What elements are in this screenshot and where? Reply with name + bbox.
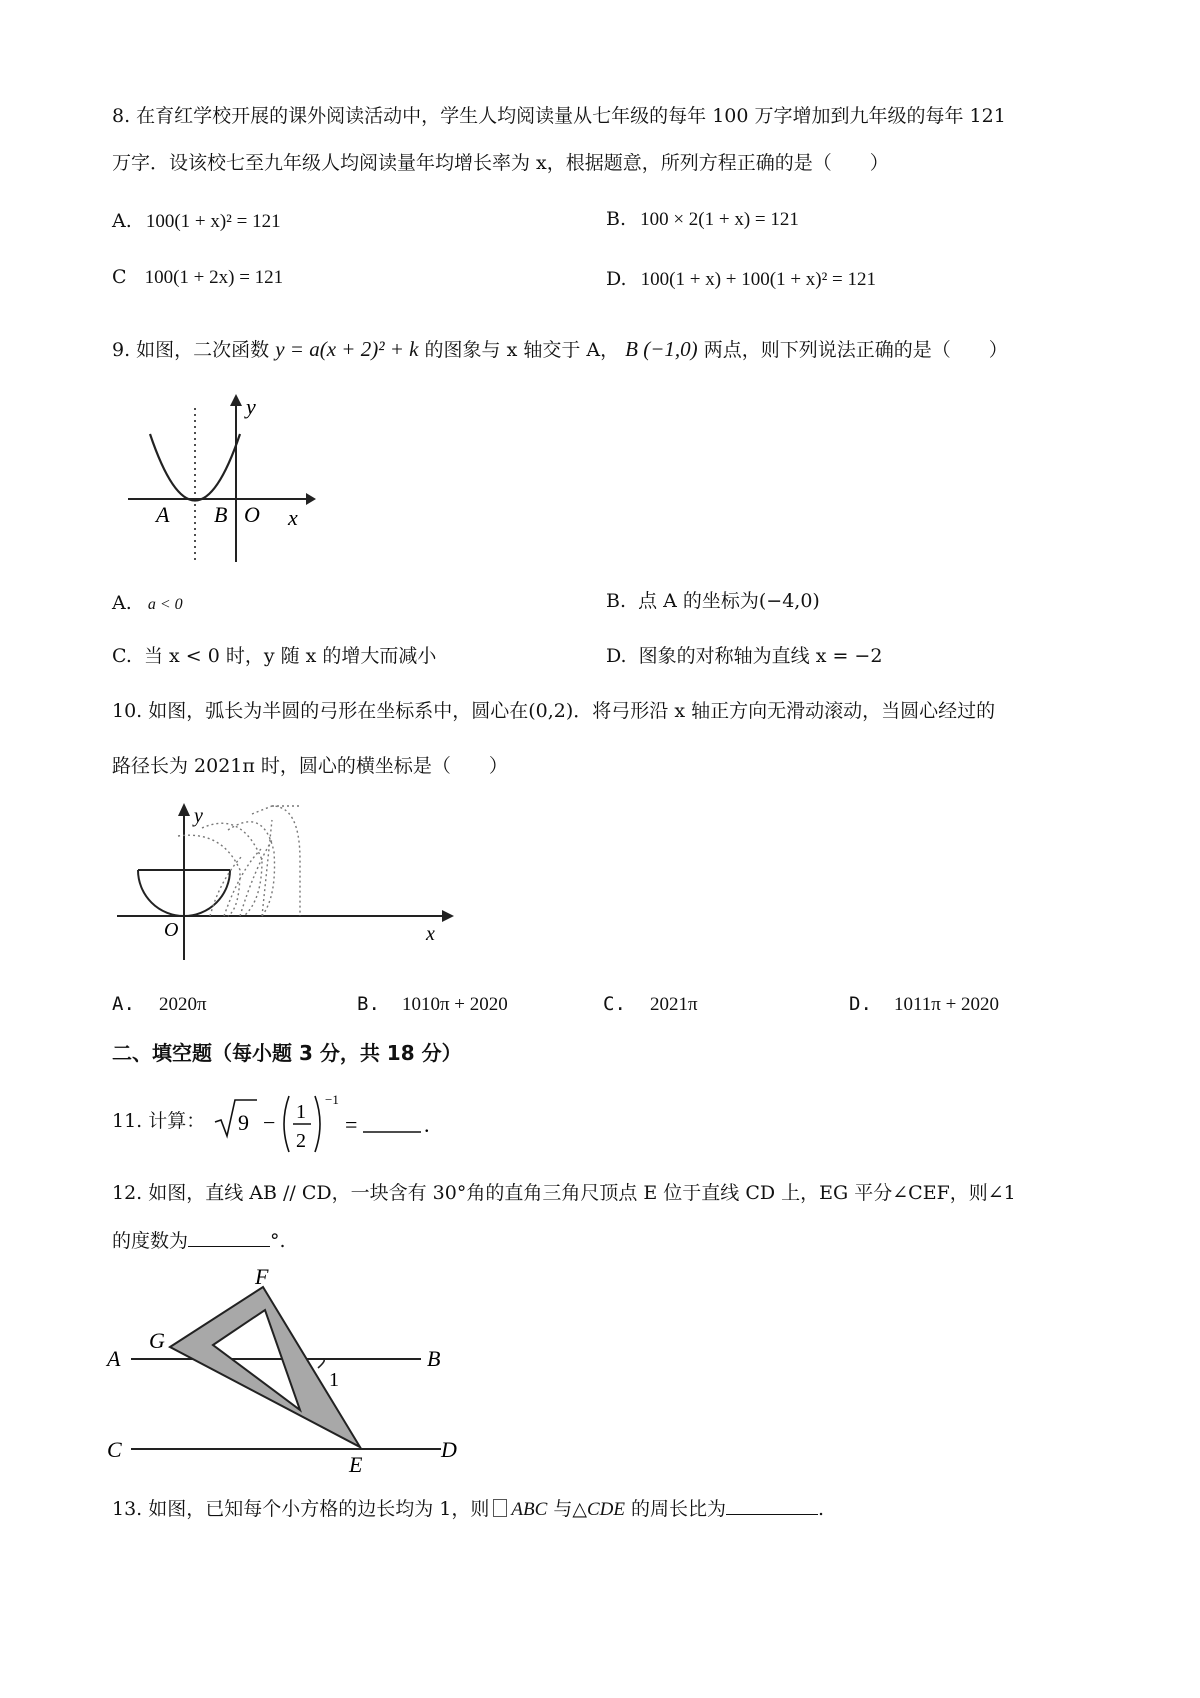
q8-stem-line1: 8. 在育红学校开展的课外阅读活动中，学生人均阅读量从七年级的每年 100 万字增加到九年级的每年 121 — [112, 105, 1006, 127]
q8-stem-line2: 万字．设该校七至九年级人均阅读量年均增长率为 x，根据题意，所列方程正确的是（ ） — [112, 152, 889, 174]
sqrt-sign-icon — [215, 1100, 257, 1136]
option-text: 1010π + 2020 — [401, 994, 508, 1015]
y-axis-label: y — [194, 805, 203, 827]
q9-option-d — [606, 643, 882, 669]
q12-line2-prefix: 的度数为 — [112, 1230, 189, 1252]
origin-label: O — [244, 502, 260, 527]
option-label: B. — [606, 590, 627, 612]
q13-mid: 与△ — [553, 1498, 587, 1520]
q10-stem-line1: 10. 如图，弧长为半圆的弓形在坐标系中，圆心在(0,2)．将弓形沿 x 轴正方向无滑动滚动，当圆心经过的 — [112, 700, 996, 722]
q12-triangle-ruler-figure — [105, 1262, 465, 1472]
point-b-label: B — [214, 502, 228, 527]
option-text: 图象的对称轴为直线 x = −2 — [638, 645, 883, 667]
section-title: 二、填空题（每小题 3 分，共 18 分） — [112, 1041, 462, 1065]
q13-suffix: 的周长比为 — [631, 1498, 727, 1520]
x-axis-arrow-icon — [442, 910, 454, 922]
q9-stem-point: B (−1,0) — [625, 337, 698, 361]
answer-blank[interactable] — [726, 1496, 818, 1515]
q12-stem-line1: 12. 如图，直线 AB // CD，一块含有 30°角的直角三角尺顶点 E 位于直线 CD 上，EG 平分∠CEF，则∠1 — [112, 1182, 1016, 1204]
q10-option-d — [849, 991, 999, 1018]
radicand: 9 — [238, 1110, 249, 1135]
q13-tri1: ABC — [511, 1499, 548, 1520]
q8-option-b — [606, 206, 799, 233]
q9-option-c — [112, 643, 436, 669]
triangle-ruler — [170, 1287, 360, 1447]
option-text: 2021π — [649, 994, 698, 1015]
q10-stem-line2: 路径长为 2021π 时，圆心的横坐标是（ ） — [112, 755, 508, 777]
x-axis-label: x — [288, 505, 298, 530]
angle-1-label: 1 — [329, 1369, 339, 1391]
option-label: C. — [603, 993, 626, 1015]
left-paren-icon — [284, 1096, 289, 1152]
y-axis-arrow-icon — [230, 394, 242, 406]
q11 — [112, 1108, 205, 1158]
point-e-label: E — [349, 1452, 363, 1472]
fraction-denominator: 2 — [296, 1130, 306, 1152]
option-text: 100(1 + x) + 100(1 + x)² = 121 — [640, 269, 877, 290]
point-a-label: A — [107, 1346, 121, 1371]
q9-parabola-figure — [118, 392, 318, 564]
point-c-label: C — [107, 1437, 122, 1462]
option-text: 当 x < 0 时，y 随 x 的增大而减小 — [143, 645, 437, 667]
option-text: 1011π + 2020 — [893, 994, 1000, 1015]
q9-option-a — [112, 590, 183, 618]
option-label: D. — [606, 645, 627, 667]
option-label: D. — [849, 993, 872, 1015]
fraction-numerator: 1 — [296, 1101, 306, 1123]
q10-option-a — [112, 991, 207, 1018]
x-axis-arrow-icon — [306, 493, 316, 505]
equals-sign: = — [345, 1112, 358, 1137]
option-label: A. — [112, 993, 135, 1015]
q9-stem-formula: y = a(x + 2)² + k — [275, 337, 419, 361]
q13-stem — [112, 1496, 824, 1523]
missing-glyph-box-icon — [493, 1499, 507, 1517]
option-label: D. — [606, 268, 627, 290]
q8-option-a — [112, 208, 281, 235]
minus-sign: − — [263, 1110, 276, 1135]
q9-stem-suffix: 两点，则下列说法正确的是（ ） — [703, 339, 1008, 361]
q11-expression — [213, 1092, 443, 1156]
q10-rolling-segment-figure — [112, 800, 457, 965]
q8-option-d — [606, 266, 876, 293]
q9-option-b — [606, 588, 820, 614]
q9-stem-prefix: 9. 如图，二次函数 — [112, 339, 270, 361]
q12-line2-suffix: °. — [270, 1230, 286, 1252]
point-a-label: A — [156, 502, 170, 527]
q10-option-b — [357, 991, 508, 1018]
q9-stem-mid: 的图象与 x 轴交于 A， — [424, 339, 620, 361]
option-text: 点 A 的坐标为(−4,0) — [638, 590, 820, 612]
option-text: 100(1 + 2x) = 121 — [144, 267, 284, 288]
point-f-label: F — [255, 1264, 269, 1289]
option-text: 100(1 + x)² = 121 — [145, 211, 281, 232]
option-text: a < 0 — [147, 596, 183, 613]
q8-option-c — [112, 264, 283, 291]
option-label: C — [112, 266, 127, 288]
origin-label: O — [164, 919, 179, 941]
y-axis-arrow-icon — [178, 803, 190, 816]
x-axis-label: x — [426, 923, 435, 945]
option-label: A. — [112, 210, 132, 232]
q13-end: . — [818, 1498, 825, 1520]
q13-prefix: 13. 如图，已知每个小方格的边长均为 1，则 — [112, 1498, 490, 1520]
q11-prefix: 11. 计算： — [112, 1110, 206, 1132]
y-axis-label: y — [246, 394, 256, 419]
end-period: . — [424, 1112, 430, 1137]
q13-tri2: CDE — [586, 1499, 625, 1520]
exponent: −1 — [325, 1092, 339, 1107]
q12-stem-line2 — [112, 1228, 286, 1254]
parabola-curve — [150, 434, 240, 501]
option-text: 2020π — [158, 994, 207, 1015]
q10-option-c — [603, 991, 698, 1018]
right-paren-icon — [315, 1096, 320, 1152]
point-d-label: D — [441, 1437, 457, 1462]
answer-blank[interactable] — [188, 1228, 270, 1247]
option-label: B. — [357, 993, 380, 1015]
point-g-label: G — [149, 1328, 165, 1353]
option-text: 100 × 2(1 + x) = 121 — [640, 209, 799, 230]
option-label: C. — [112, 645, 132, 667]
point-b-label: B — [427, 1346, 441, 1371]
option-label: A. — [112, 592, 132, 614]
angle-1-arc — [318, 1359, 324, 1368]
q9-stem — [112, 336, 1008, 363]
option-label: B. — [606, 208, 627, 230]
